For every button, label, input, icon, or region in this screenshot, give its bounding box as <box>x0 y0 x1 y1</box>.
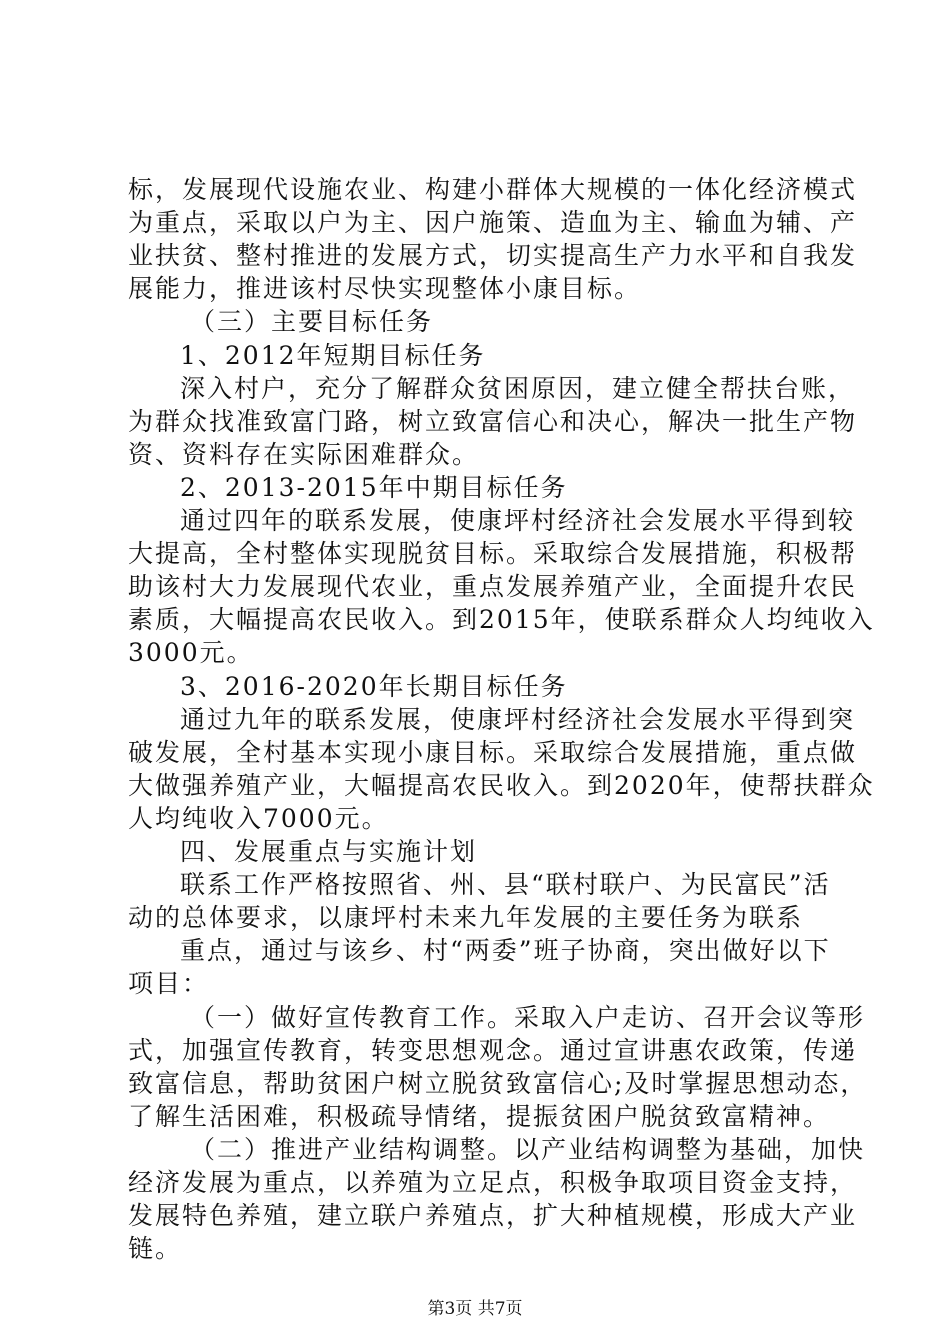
body-line: 大做强养殖产业，大幅提高农民收入。到2020年，使帮扶群众 <box>128 770 875 800</box>
body-line: 式，加强宣传教育，转变思想观念。通过宣讲惠农政策，传递 <box>128 1035 858 1065</box>
body-line: 助该村大力发展现代农业，重点发展养殖产业，全面提升农民 <box>128 572 858 602</box>
section-heading: （三）主要目标任务 <box>190 307 434 337</box>
body-line: 项目： <box>128 969 210 999</box>
subsection-heading: 1、2012年短期目标任务 <box>180 340 486 370</box>
body-line: 通过九年的联系发展，使康坪村经济社会发展水平得到突 <box>180 704 856 734</box>
body-line: 标，发展现代设施农业、构建小群体大规模的一体化经济模式 <box>128 175 858 204</box>
subsection-heading: 2、2013-2015年中期目标任务 <box>180 472 568 502</box>
body-line: 展能力，推进该村尽快实现整体小康目标。 <box>128 274 642 304</box>
subsection-heading: 3、2016-2020年长期目标任务 <box>180 671 568 701</box>
body-line: 业扶贫、整村推进的发展方式，切实提高生产力水平和自我发 <box>128 241 858 271</box>
page-footer: 第3页 共7页 <box>427 1299 523 1319</box>
body-line: 通过四年的联系发展，使康坪村经济社会发展水平得到较 <box>180 506 856 535</box>
body-line: 深入村户，充分了解群众贫困原因，建立健全帮扶台账， <box>180 373 856 403</box>
body-line: 致富信息，帮助贫困户树立脱贫致富信心;及时掌握思想动态， <box>128 1068 868 1098</box>
body-line: 发展特色养殖，建立联户养殖点，扩大种植规模，形成大产业 <box>128 1201 858 1231</box>
body-line: 人均纯收入7000元。 <box>128 803 389 833</box>
body-line: 3000元。 <box>128 638 254 668</box>
body-line: （一）做好宣传教育工作。采取入户走访、召开会议等形 <box>190 1002 866 1032</box>
body-line: 联系工作严格按照省、州、县“联村联户、为民富民”活 <box>180 870 831 900</box>
body-line: 了解生活困难，积极疏导情绪，提振贫困户脱贫致富精神。 <box>128 1101 831 1131</box>
body-line: 大提高，全村整体实现脱贫目标。采取综合发展措施，积极帮 <box>128 539 858 569</box>
body-line: 为群众找准致富门路，树立致富信心和决心，解决一批生产物 <box>128 406 858 436</box>
body-line: 重点，通过与该乡、村“两委”班子协商，突出做好以下 <box>180 936 831 966</box>
body-line: （二）推进产业结构调整。以产业结构调整为基础，加快 <box>190 1134 866 1164</box>
body-line: 链。 <box>128 1234 183 1264</box>
body-line: 破发展，全村基本实现小康目标。采取综合发展措施，重点做 <box>128 737 858 767</box>
section-heading: 四、发展重点与实施计划 <box>180 837 478 866</box>
body-line: 动的总体要求，以康坪村未来九年发展的主要任务为联系 <box>128 903 804 933</box>
body-line: 为重点，采取以户为主、因户施策、造血为主、输血为辅、产 <box>128 208 858 238</box>
body-line: 素质，大幅提高农民收入。到2015年，使联系群众人均纯收入 <box>128 605 875 635</box>
body-line: 资、资料存在实际困难群众。 <box>128 439 480 469</box>
body-line: 经济发展为重点，以养殖为立足点，积极争取项目资金支持， <box>128 1168 858 1197</box>
